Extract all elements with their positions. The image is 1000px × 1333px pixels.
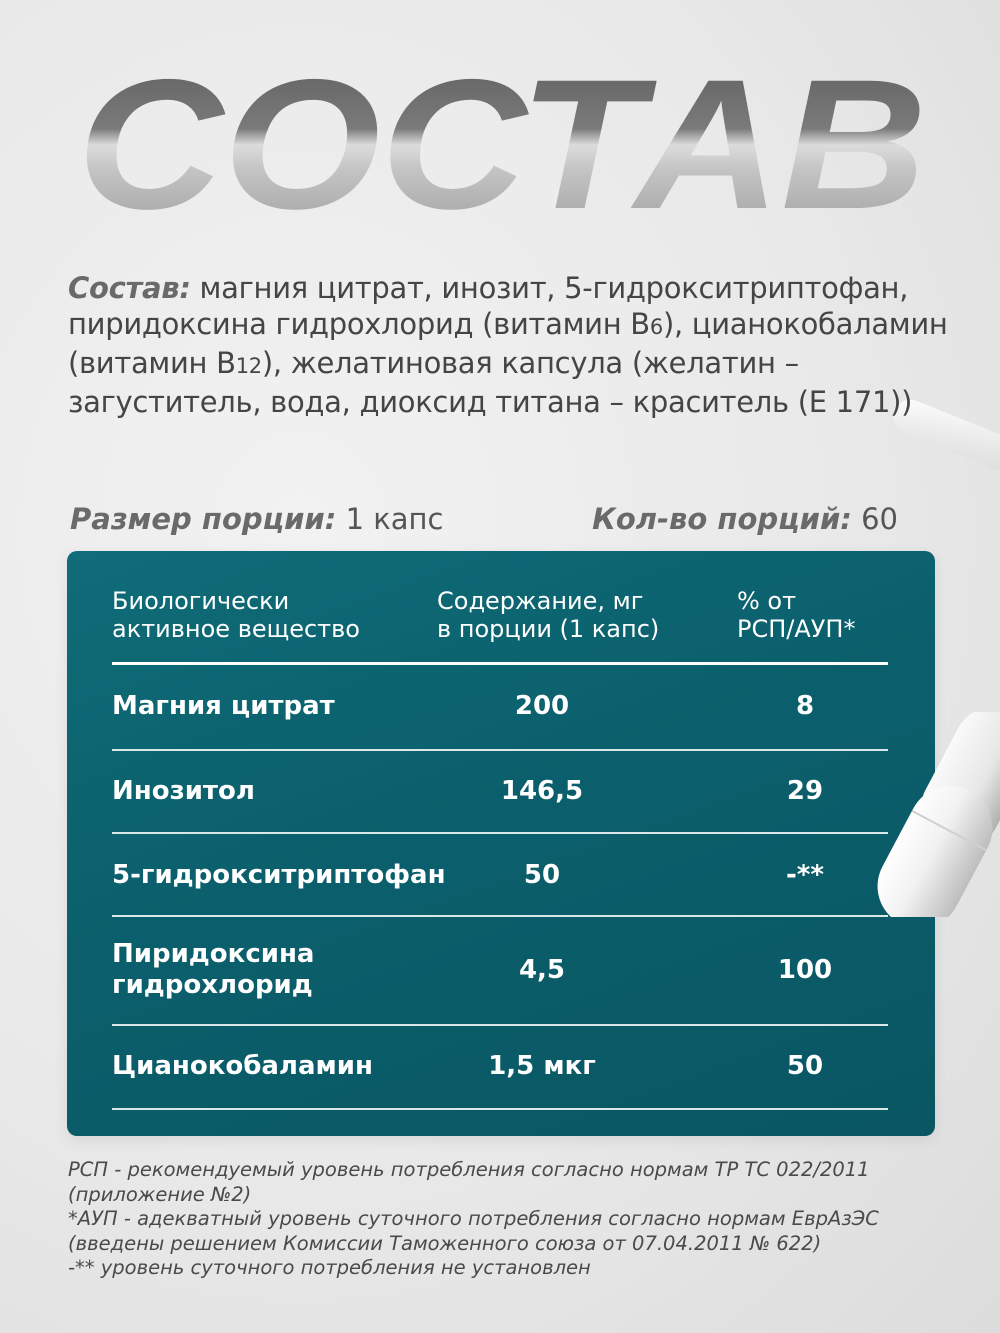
page-title <box>62 48 942 248</box>
row-divider <box>112 1108 888 1110</box>
composition-part2: ), цианокобаламин (витамин В <box>68 307 948 380</box>
row-name-line2: гидрохлорид <box>112 970 313 1000</box>
composition-text <box>68 270 958 420</box>
row-name: 5-гидрокситриптофан <box>112 860 446 890</box>
portion-info <box>70 502 930 542</box>
row-percent: 29 <box>786 776 824 806</box>
portion-size-label: Размер порции: <box>70 502 337 536</box>
header-substance-line1: Биологически <box>112 587 290 615</box>
header-percent <box>737 587 897 643</box>
composition-part1: магния цитрат, инозит, 5-гидрокситриптофан, пиридоксина гидрохлорид (витамин В <box>68 271 909 341</box>
row-amount: 1,5 мкг <box>488 1051 596 1081</box>
header-divider <box>112 662 888 665</box>
table-header <box>112 581 892 665</box>
header-content <box>437 587 697 643</box>
row-name: Магния цитрат <box>112 691 335 721</box>
footnote-line: (введены решением Комиссии Таможенного союза от 07.04.2011 № 622) <box>68 1231 822 1255</box>
portion-count <box>592 502 898 536</box>
composition-label: Состав: <box>68 271 191 305</box>
footnote-line: (приложение №2) <box>68 1182 252 1206</box>
row-amount: 200 <box>514 691 570 721</box>
vitamin-b12-subscript: 12 <box>235 354 262 378</box>
header-content-line2: в порции (1 капс) <box>437 615 660 643</box>
header-substance <box>112 587 412 643</box>
portion-count-label: Кол-во порций: <box>592 502 852 536</box>
row-name: Инозитол <box>112 776 255 806</box>
row-divider <box>112 749 888 751</box>
row-divider <box>112 1024 888 1026</box>
portion-size <box>70 502 443 536</box>
row-divider <box>112 915 888 917</box>
row-percent: 8 <box>795 691 815 721</box>
footnote-line: РСП - рекомендуемый уровень потребления согласно нормам ТР ТС 022/2011 <box>68 1158 870 1181</box>
row-amount: 50 <box>523 860 561 890</box>
portion-size-value: 1 капс <box>336 502 444 536</box>
row-name <box>112 939 472 1001</box>
footnote-line: *АУП - адекватный уровень суточного потребления согласно нормам ЕврАзЭС <box>68 1207 879 1230</box>
vitamin-b6-subscript: 6 <box>649 315 663 339</box>
row-percent: 50 <box>786 1051 824 1081</box>
portion-count-value: 60 <box>851 502 898 536</box>
row-divider <box>112 832 888 834</box>
row-name-line1: Пиридоксина <box>112 939 315 969</box>
nutrition-table <box>67 551 935 1136</box>
header-percent-line1: % от <box>737 587 797 615</box>
footnote-line: -** уровень суточного потребления не установлен <box>68 1256 591 1279</box>
title-text: СОСТАВ <box>77 48 927 248</box>
row-amount: 4,5 <box>518 955 566 985</box>
row-name: Цианокобаламин <box>112 1051 373 1081</box>
header-content-line1: Содержание, мг <box>437 587 644 615</box>
header-percent-line2: РСП/АУП* <box>737 615 856 643</box>
composition-part3: ), желатиновая капсула (желатин – загуститель, вода, диоксид титана – краситель (Е 171)) <box>68 346 913 419</box>
row-amount: 146,5 <box>500 776 584 806</box>
capsule-image <box>875 712 1000 917</box>
header-substance-line2: активное вещество <box>112 615 360 643</box>
row-percent: 100 <box>777 955 833 985</box>
footnotes <box>68 1158 948 1281</box>
row-percent: -** <box>786 860 824 890</box>
